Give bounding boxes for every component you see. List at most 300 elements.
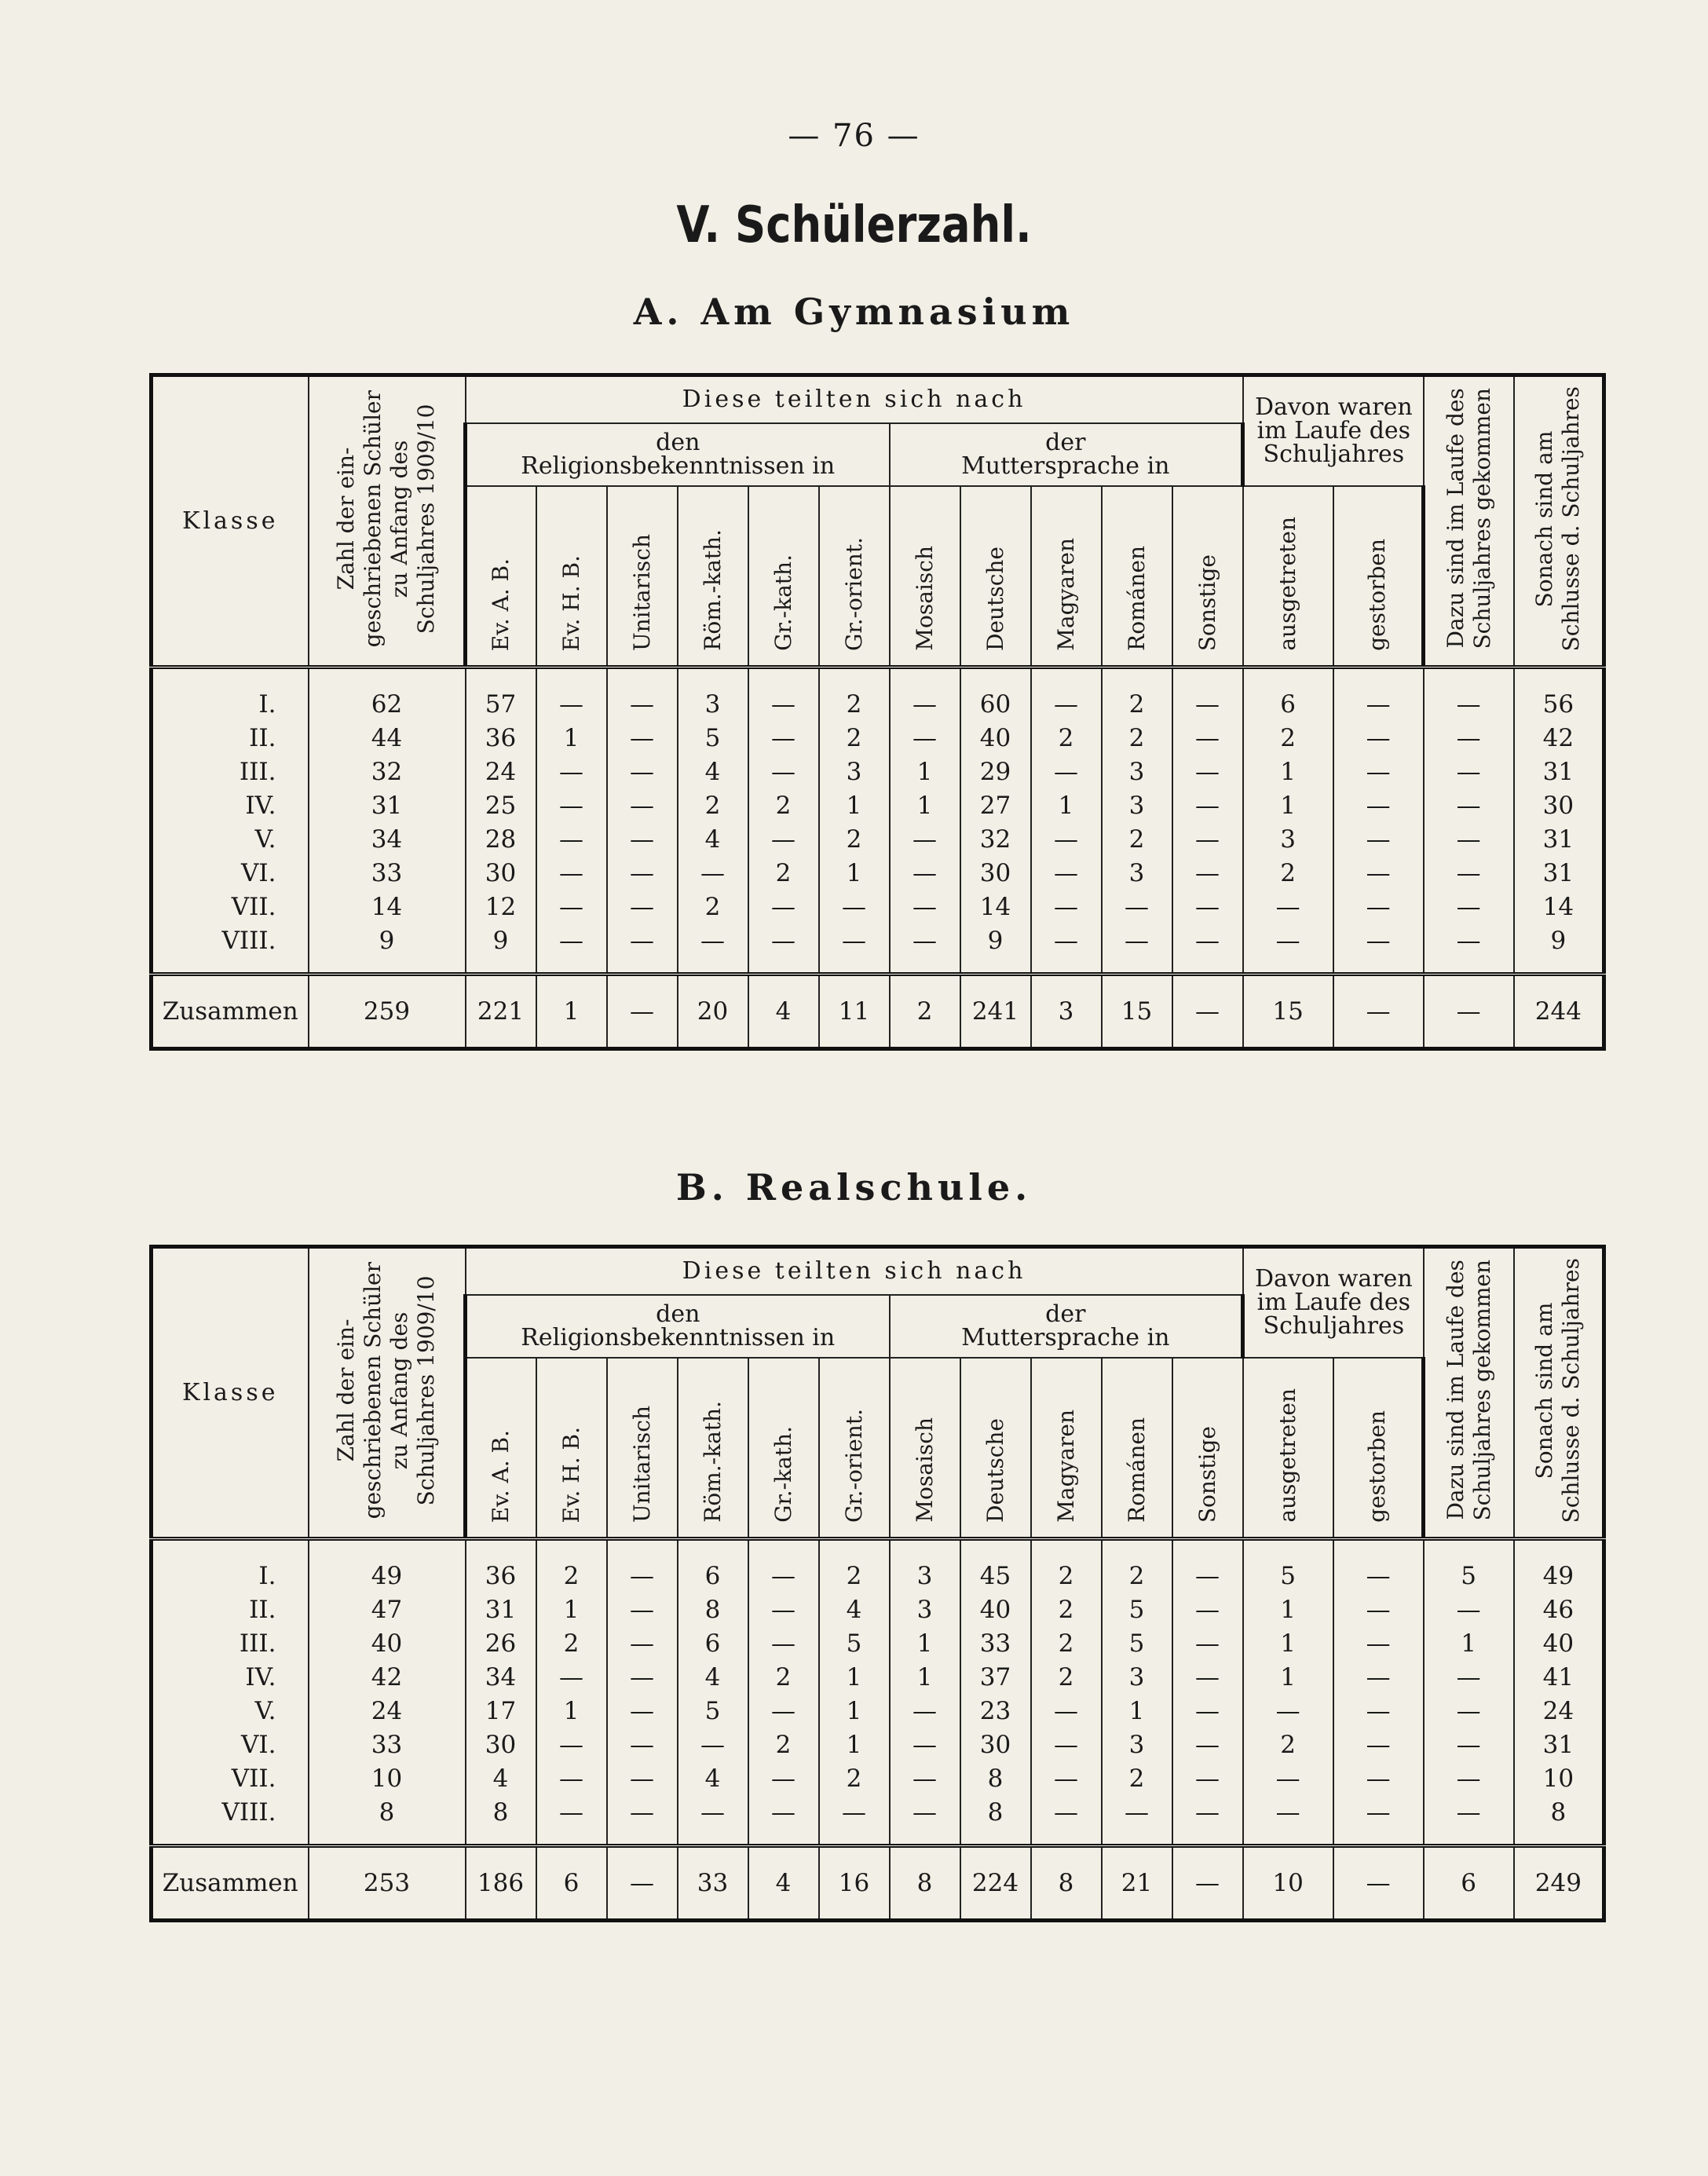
header-total-line: zu Anfang des — [386, 440, 412, 598]
table-cell: — — [1243, 924, 1333, 975]
table-cell: 9 — [309, 924, 466, 975]
table-cell: — — [1172, 857, 1243, 891]
column-header — [466, 486, 536, 667]
sum-cell: — — [607, 1846, 678, 1921]
table-cell: 45 — [960, 1539, 1031, 1594]
table-cell: 3 — [819, 755, 890, 789]
table-cell: — — [1424, 667, 1514, 722]
table-cell: 2 — [536, 1627, 607, 1661]
table-cell: — — [1333, 857, 1424, 891]
table-cell: 3 — [1102, 789, 1172, 823]
table-cell: — — [1172, 789, 1243, 823]
table-cell: — — [1424, 789, 1514, 823]
table-cell: — — [890, 667, 960, 722]
table-cell: — — [1424, 924, 1514, 975]
table-cell: 32 — [309, 755, 466, 789]
table-cell: — — [1424, 1728, 1514, 1762]
table-cell: — — [748, 1762, 819, 1796]
column-header-label: Gr.-orient. — [840, 537, 867, 651]
table-cell: 8 — [1514, 1796, 1604, 1846]
table-cell: — — [890, 1762, 960, 1796]
table-cell: 42 — [1514, 722, 1604, 755]
row-klasse: VII. — [152, 1762, 309, 1796]
sum-cell: 249 — [1514, 1846, 1604, 1921]
table-cell: — — [607, 1627, 678, 1661]
table-cell: 31 — [1514, 755, 1604, 789]
table-row — [152, 755, 1604, 789]
table-cell: 40 — [1514, 1627, 1604, 1661]
table-cell: — — [607, 1762, 678, 1796]
table-cell: — — [890, 924, 960, 975]
table-cell: 4 — [678, 1762, 748, 1796]
table-cell: 33 — [960, 1627, 1031, 1661]
column-header — [607, 486, 678, 667]
column-header-label: Ev. A. B. — [488, 1429, 514, 1523]
column-header — [1102, 1358, 1172, 1539]
table-cell: 26 — [466, 1627, 536, 1661]
column-header — [536, 486, 607, 667]
table-cell: — — [1333, 1762, 1424, 1796]
table-cell: 2 — [748, 789, 819, 823]
table-cell: 2 — [748, 857, 819, 891]
table-cell: 6 — [678, 1539, 748, 1594]
table-cell: — — [1333, 823, 1424, 857]
table-cell: — — [748, 722, 819, 755]
table-cell: 14 — [1514, 891, 1604, 924]
table-cell: 8 — [960, 1762, 1031, 1796]
table-cell: 49 — [1514, 1539, 1604, 1594]
table-cell: — — [678, 857, 748, 891]
sum-cell: 33 — [678, 1846, 748, 1921]
table-cell: — — [1424, 891, 1514, 924]
table-cell: 60 — [960, 667, 1031, 722]
table-cell: 37 — [960, 1661, 1031, 1695]
table-cell: 30 — [466, 1728, 536, 1762]
table-cell: 10 — [309, 1762, 466, 1796]
table-cell: — — [1172, 1762, 1243, 1796]
row-klasse: V. — [152, 823, 309, 857]
table-cell: 1 — [819, 789, 890, 823]
sum-cell: 253 — [309, 1846, 466, 1921]
sum-cell: 241 — [960, 975, 1031, 1049]
table-cell: 1 — [1243, 789, 1333, 823]
table-cell: — — [607, 722, 678, 755]
row-klasse: III. — [152, 755, 309, 789]
table-cell: — — [1333, 1627, 1424, 1661]
table-cell: 8 — [466, 1796, 536, 1846]
row-klasse: I. — [152, 1539, 309, 1594]
header-sonach-line: Schlusse d. Schuljahres — [1558, 386, 1585, 652]
table-cell: — — [607, 1539, 678, 1594]
sum-cell: — — [1172, 975, 1243, 1049]
row-klasse: VIII. — [152, 924, 309, 975]
table-cell: 3 — [1102, 755, 1172, 789]
table-cell: — — [890, 1796, 960, 1846]
table-cell: — — [1172, 891, 1243, 924]
table-cell: 2 — [1031, 1593, 1102, 1627]
header-sonach-line: Sonach sind am — [1531, 1302, 1558, 1479]
table-row — [152, 891, 1604, 924]
header-religion-line: den — [656, 1300, 700, 1328]
sum-cell: 186 — [466, 1846, 536, 1921]
header-davon-line: Davon waren — [1254, 1265, 1413, 1293]
table-cell: 9 — [1514, 924, 1604, 975]
column-header — [748, 486, 819, 667]
column-header-label: Magyaren — [1052, 538, 1079, 651]
header-davon — [1243, 375, 1424, 487]
table-cell: 3 — [1102, 1728, 1172, 1762]
column-header-label: Röm.-kath. — [699, 529, 726, 651]
sum-cell: 21 — [1102, 1846, 1172, 1921]
table-cell: 4 — [678, 823, 748, 857]
table-cell: 9 — [960, 924, 1031, 975]
table-cell: — — [1424, 1661, 1514, 1695]
sum-cell: — — [1333, 1846, 1424, 1921]
table-cell: — — [536, 891, 607, 924]
header-dazu — [1424, 1247, 1514, 1539]
table-cell: 49 — [309, 1539, 466, 1594]
column-header-label: Ev. H. B. — [558, 554, 584, 651]
table-cell: 2 — [1102, 1539, 1172, 1594]
table-cell: — — [607, 789, 678, 823]
row-klasse: V. — [152, 1695, 309, 1728]
table-cell: 40 — [960, 722, 1031, 755]
column-header — [607, 1358, 678, 1539]
column-header-label: Gr.-kath. — [770, 1426, 796, 1523]
table-cell: 31 — [309, 789, 466, 823]
table-cell: 9 — [466, 924, 536, 975]
table-cell: 3 — [678, 667, 748, 722]
table-cell: — — [1333, 667, 1424, 722]
column-header-label: Románen — [1123, 1417, 1150, 1523]
table-cell: — — [1333, 924, 1424, 975]
sum-cell: — — [1172, 1846, 1243, 1921]
column-header-label: Unitarisch — [628, 1406, 655, 1523]
table-cell: 1 — [890, 1627, 960, 1661]
chapter-title: V. Schülerzahl. — [676, 196, 1032, 254]
table-cell: — — [607, 1695, 678, 1728]
table-cell: 2 — [1031, 1661, 1102, 1695]
table-cell: — — [536, 857, 607, 891]
table-cell: 2 — [819, 1539, 890, 1594]
table-cell: — — [1243, 891, 1333, 924]
table-cell: — — [1243, 1695, 1333, 1728]
table-row — [152, 1728, 1604, 1762]
table-cell: — — [1172, 722, 1243, 755]
table-cell: — — [890, 722, 960, 755]
table-cell: — — [1031, 823, 1102, 857]
sum-cell: 10 — [1243, 1846, 1333, 1921]
table-cell: — — [1333, 1796, 1424, 1846]
table-cell: — — [890, 1728, 960, 1762]
sum-cell: 15 — [1102, 975, 1172, 1049]
table-cell: — — [1424, 857, 1514, 891]
column-header-label: Deutsche — [982, 1418, 1008, 1523]
table-cell: — — [536, 789, 607, 823]
table-cell: — — [607, 667, 678, 722]
sum-cell: — — [607, 975, 678, 1049]
table-cell: 1 — [536, 1695, 607, 1728]
table-cell: — — [607, 1593, 678, 1627]
table-cell: 44 — [309, 722, 466, 755]
sum-cell: 224 — [960, 1846, 1031, 1921]
table-cell: — — [1172, 1539, 1243, 1594]
header-religion — [466, 423, 890, 486]
table-cell: 2 — [1243, 722, 1333, 755]
table-cell: — — [1424, 1762, 1514, 1796]
table-cell: 42 — [309, 1661, 466, 1695]
column-header — [890, 1358, 960, 1539]
table-cell: — — [819, 924, 890, 975]
sum-cell: 1 — [536, 975, 607, 1049]
column-header — [960, 486, 1031, 667]
table-cell: 41 — [1514, 1661, 1604, 1695]
table-cell: 5 — [819, 1627, 890, 1661]
column-header-label: Ev. A. B. — [488, 558, 514, 651]
table-cell: 14 — [960, 891, 1031, 924]
table-cell: 3 — [1102, 857, 1172, 891]
column-header-label: Mosaisch — [911, 546, 938, 651]
table-cell: — — [1333, 1728, 1424, 1762]
table-cell: — — [1333, 1539, 1424, 1594]
column-header — [819, 486, 890, 667]
header-total — [309, 1247, 466, 1539]
sum-cell: — — [1333, 975, 1424, 1049]
table-cell: 23 — [960, 1695, 1031, 1728]
header-religion — [466, 1295, 890, 1358]
row-klasse: VI. — [152, 857, 309, 891]
header-davon-line: Davon waren — [1254, 393, 1413, 421]
table-cell: 24 — [309, 1695, 466, 1728]
table-cell: — — [890, 891, 960, 924]
sum-cell: — — [1424, 975, 1514, 1049]
table-cell: — — [1031, 891, 1102, 924]
header-total-line: geschriebenen Schüler — [359, 389, 386, 648]
column-header-label: Sonstige — [1194, 554, 1220, 651]
header-dazu-line: Dazu sind im Laufe des — [1442, 1260, 1468, 1521]
table-row — [152, 1796, 1604, 1846]
table-cell: 12 — [466, 891, 536, 924]
table-cell: — — [536, 823, 607, 857]
column-header-label: Unitarisch — [628, 534, 655, 651]
page-number: — 76 — — [788, 118, 920, 154]
header-klasse: Klasse — [152, 1247, 309, 1539]
table-cell: 36 — [466, 1539, 536, 1594]
table-cell: — — [1172, 1627, 1243, 1661]
table-cell: — — [678, 1728, 748, 1762]
table-cell: — — [1172, 1728, 1243, 1762]
table-cell: 27 — [960, 789, 1031, 823]
table-cell: — — [1333, 1661, 1424, 1695]
sum-cell: 20 — [678, 975, 748, 1049]
table-cell: — — [1172, 1796, 1243, 1846]
table-cell: 33 — [309, 857, 466, 891]
sum-label: Zusammen — [152, 975, 309, 1049]
section-title-gymnasium: A. Am Gymnasium — [633, 291, 1075, 333]
table-cell: — — [536, 667, 607, 722]
table-cell: 3 — [1102, 1661, 1172, 1695]
table-cell: — — [607, 1728, 678, 1762]
column-header-label: Magyaren — [1052, 1410, 1079, 1523]
table-cell: 17 — [466, 1695, 536, 1728]
table-cell: 4 — [678, 755, 748, 789]
table-cell: 34 — [466, 1661, 536, 1695]
table-cell: — — [1031, 1796, 1102, 1846]
sum-row — [152, 975, 1604, 1049]
table-row — [152, 1695, 1604, 1728]
table-cell: — — [607, 924, 678, 975]
sum-cell: 8 — [1031, 1846, 1102, 1921]
sum-cell: 3 — [1031, 975, 1102, 1049]
table-cell: 30 — [960, 1728, 1031, 1762]
column-header-label: Mosaisch — [911, 1417, 938, 1523]
sum-cell: 11 — [819, 975, 890, 1049]
table-cell: 2 — [1102, 722, 1172, 755]
column-header — [1102, 486, 1172, 667]
column-header — [536, 1358, 607, 1539]
table-cell: 24 — [1514, 1695, 1604, 1728]
table-cell: — — [607, 755, 678, 789]
table-cell: — — [1333, 722, 1424, 755]
table-cell: — — [536, 1796, 607, 1846]
table-row — [152, 789, 1604, 823]
sum-label: Zusammen — [152, 1846, 309, 1921]
table-cell: — — [748, 1593, 819, 1627]
column-header — [678, 486, 748, 667]
table-cell: — — [536, 755, 607, 789]
table-cell: — — [1424, 1695, 1514, 1728]
table-cell: 46 — [1514, 1593, 1604, 1627]
column-header — [1243, 1358, 1333, 1539]
header-sonach — [1514, 1247, 1604, 1539]
column-header — [1333, 1358, 1424, 1539]
table-row — [152, 857, 1604, 891]
header-dazu-line: Dazu sind im Laufe des — [1442, 388, 1468, 649]
table-cell: — — [748, 924, 819, 975]
header-language-line: der — [1045, 429, 1086, 456]
column-header-label: ausgetreten — [1275, 1388, 1301, 1523]
table-cell: 4 — [466, 1762, 536, 1796]
sum-cell: 4 — [748, 975, 819, 1049]
column-header — [1172, 486, 1243, 667]
table-cell: — — [748, 667, 819, 722]
table-cell: — — [1424, 1796, 1514, 1846]
header-dazu-line: Schuljahres gekommen — [1468, 1260, 1495, 1521]
row-klasse: III. — [152, 1627, 309, 1661]
header-total-line: zu Anfang des — [386, 1311, 412, 1469]
sum-cell: 2 — [890, 975, 960, 1049]
sum-cell: 6 — [536, 1846, 607, 1921]
header-davon-line: Schuljahres — [1263, 441, 1405, 468]
column-header-label: gestorben — [1364, 1410, 1391, 1523]
table-cell: — — [1031, 1762, 1102, 1796]
table-cell: — — [1172, 1661, 1243, 1695]
column-header-label: Románen — [1123, 546, 1150, 651]
row-klasse: II. — [152, 1593, 309, 1627]
section-title-realschule: B. Realschule. — [675, 1166, 1033, 1209]
table-cell: 5 — [1102, 1593, 1172, 1627]
sum-row — [152, 1846, 1604, 1921]
table-cell: — — [1031, 924, 1102, 975]
table-cell: — — [1031, 1695, 1102, 1728]
table-cell: — — [748, 1695, 819, 1728]
row-klasse: VIII. — [152, 1796, 309, 1846]
table-cell: — — [1031, 755, 1102, 789]
table-cell: 2 — [1102, 667, 1172, 722]
table-cell: 3 — [1243, 823, 1333, 857]
table-cell: — — [1243, 1762, 1333, 1796]
table-cell: 3 — [890, 1539, 960, 1594]
column-header — [466, 1358, 536, 1539]
table-cell: 1 — [819, 1695, 890, 1728]
header-davon-line: im Laufe des — [1256, 1289, 1411, 1316]
column-header — [1333, 486, 1424, 667]
table-cell: 2 — [1102, 823, 1172, 857]
table-cell: — — [1172, 1695, 1243, 1728]
column-header-label: Deutsche — [982, 547, 1008, 651]
table-cell: 6 — [678, 1627, 748, 1661]
table-cell: — — [607, 857, 678, 891]
table-cell: 1 — [1424, 1627, 1514, 1661]
table-cell: 40 — [960, 1593, 1031, 1627]
table-cell: 4 — [678, 1661, 748, 1695]
table-cell: — — [1424, 722, 1514, 755]
table-cell: — — [1172, 667, 1243, 722]
row-klasse: IV. — [152, 1661, 309, 1695]
table-cell: — — [1424, 823, 1514, 857]
table-cell: 24 — [466, 755, 536, 789]
header-language-line: Muttersprache in — [961, 1324, 1170, 1351]
table-cell: 1 — [1102, 1695, 1172, 1728]
table-cell: 62 — [309, 667, 466, 722]
table-cell: — — [1424, 755, 1514, 789]
table-cell: 30 — [960, 857, 1031, 891]
table-cell: 2 — [1243, 857, 1333, 891]
header-dazu-line: Schuljahres gekommen — [1468, 388, 1495, 649]
header-dazu — [1424, 375, 1514, 667]
header-total-line: Schuljahres 1909/10 — [412, 1275, 439, 1505]
table-cell: 47 — [309, 1593, 466, 1627]
table-cell: 14 — [309, 891, 466, 924]
table-cell: 31 — [1514, 1728, 1604, 1762]
table-cell: 2 — [1031, 722, 1102, 755]
table-cell: 56 — [1514, 667, 1604, 722]
table-cell: 8 — [960, 1796, 1031, 1846]
table-row — [152, 722, 1604, 755]
header-language-line: der — [1045, 1300, 1086, 1328]
table-cell: — — [1172, 924, 1243, 975]
row-klasse: II. — [152, 722, 309, 755]
table-realschule — [149, 1245, 1606, 1922]
table-cell: — — [1333, 1593, 1424, 1627]
table-cell: 1 — [1243, 1661, 1333, 1695]
header-total-line: geschriebenen Schüler — [359, 1261, 386, 1520]
table-cell: 1 — [536, 722, 607, 755]
table-cell: 6 — [1243, 667, 1333, 722]
table-cell: 8 — [678, 1593, 748, 1627]
header-religion-line: Religionsbekenntnissen in — [521, 1324, 836, 1351]
table-cell: 1 — [819, 857, 890, 891]
header-davon — [1243, 1247, 1424, 1359]
table-cell: 31 — [1514, 857, 1604, 891]
column-header-label: Röm.-kath. — [699, 1401, 726, 1523]
table-cell: — — [748, 891, 819, 924]
column-header-label: Gr.-kath. — [770, 554, 796, 651]
table-cell: — — [890, 857, 960, 891]
table-cell: 2 — [819, 823, 890, 857]
sum-cell: 259 — [309, 975, 466, 1049]
table-cell: 1 — [1243, 755, 1333, 789]
